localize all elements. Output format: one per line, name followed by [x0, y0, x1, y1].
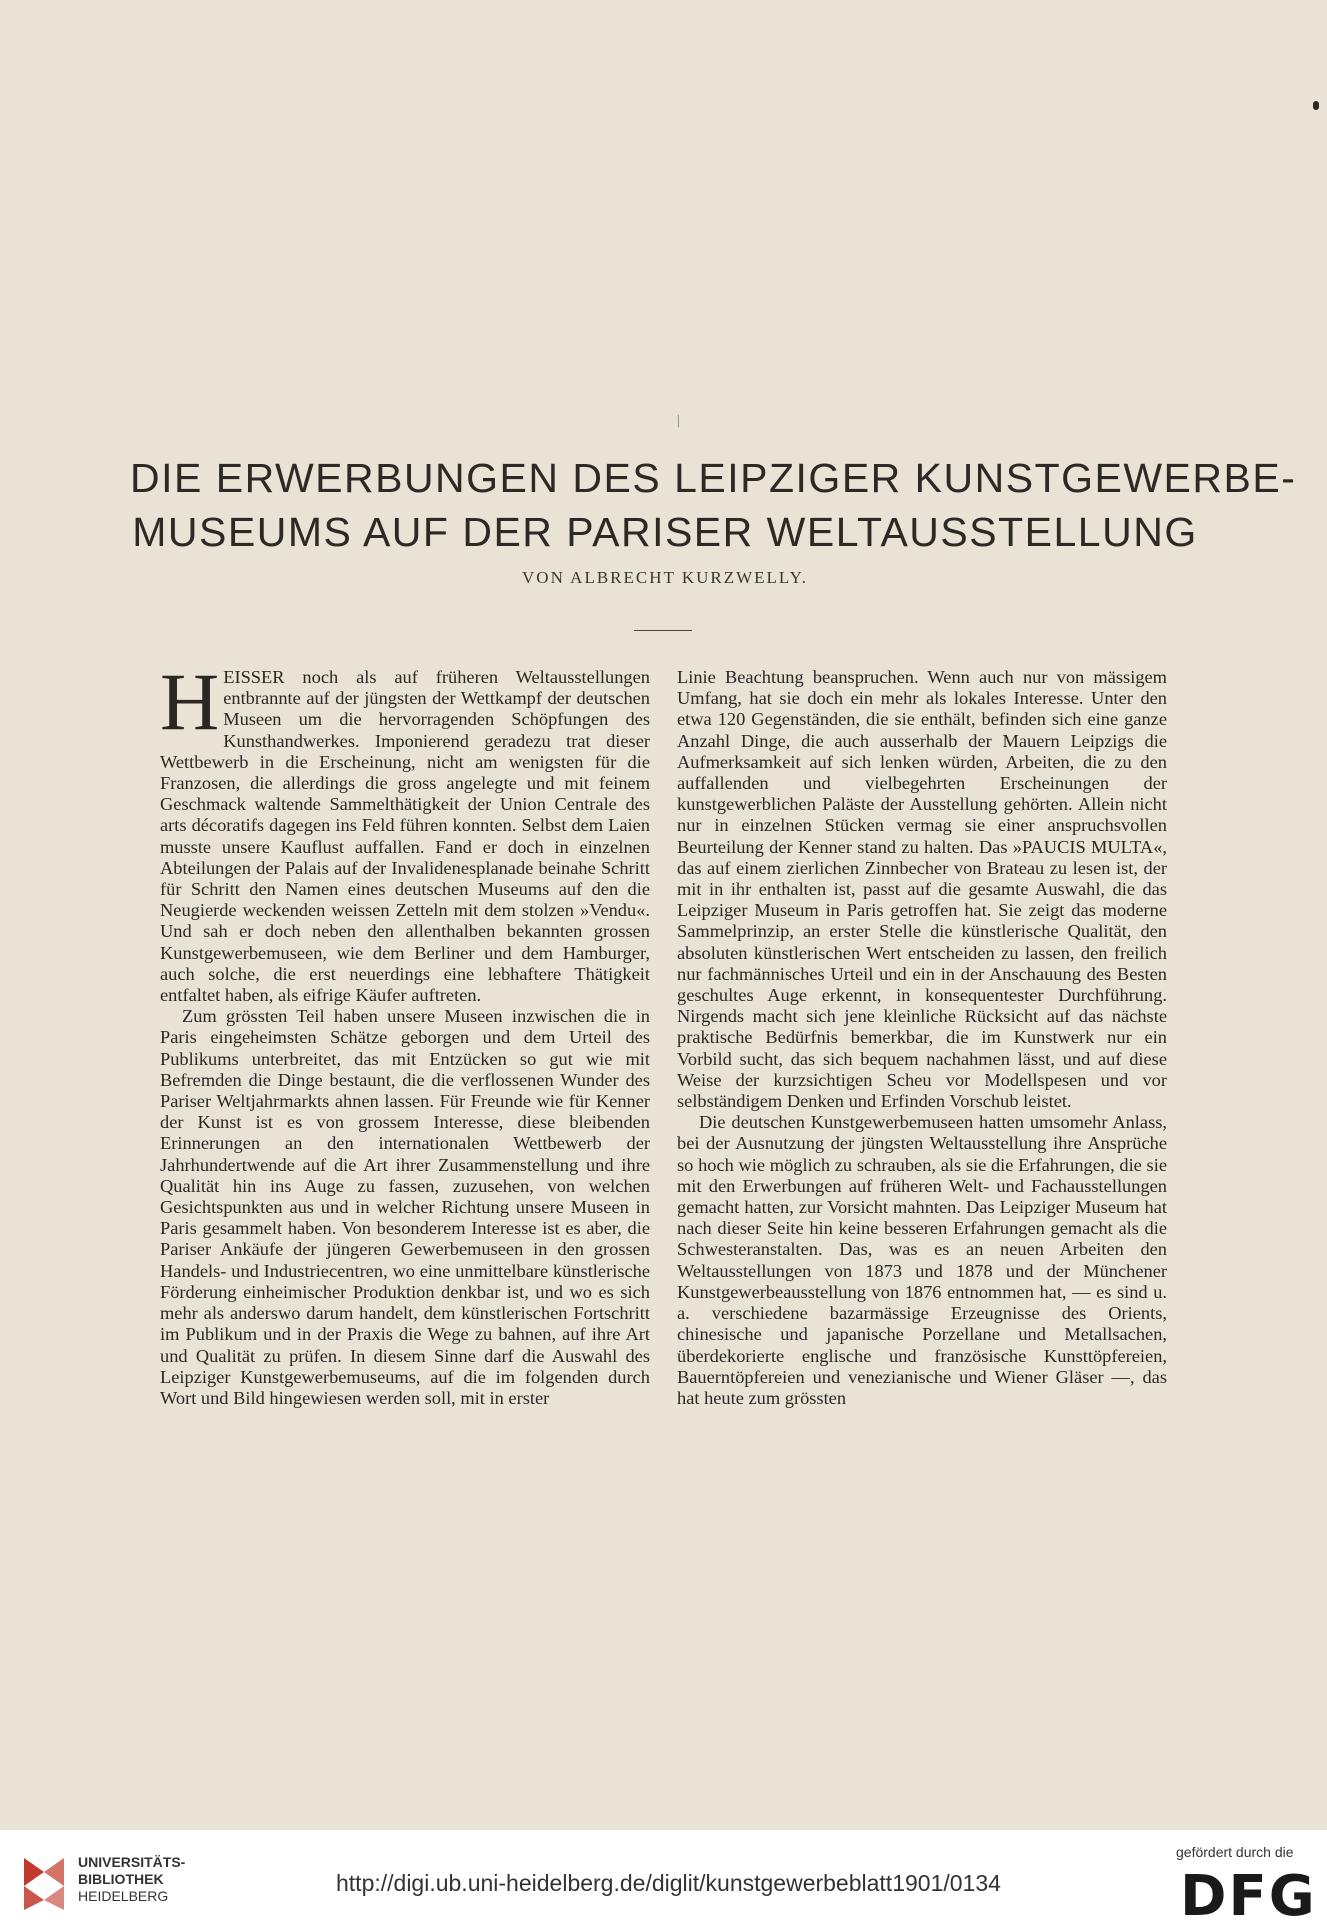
right-column [677, 667, 1167, 1409]
drop-cap: H [160, 656, 220, 747]
article-title-line-2: MUSEUMS AUF DER PARISER WELTAUSSTELLUNG [132, 509, 1198, 555]
digitization-footer [0, 1830, 1327, 1930]
title-divider [634, 630, 692, 631]
article-title-line-1: DIE ERWERBUNGEN DES LEIPZIGER KUNSTGEWERBE- [130, 455, 1297, 501]
byline: VON ALBRECHT KURZWELLY. [522, 568, 808, 587]
right-paragraph-2: Die deutschen Kunstgewerbemuseen hatten umsomehr Anlass, bei der Ausnutzung der jüngsten Weltausstellung ihre Ansprüche so hoch wie möglich zu schrauben, als sie die Erfahrungen, die sie mit den Erwerbungen auf früheren Welt- und Fachausstellungen gemacht hatten, zur Vorsicht mahnten. Das Leipziger Museum hat nach dieser Seite hin keine besseren Erfahrungen gemacht als die Schwesteranstalten. Das, was es an neuen Arbeiten den Weltausstellungen von 1873 und 1878 und der Münchener Kunstgewerbeausstellung von 1876 entnommen hat, — es sind u. a. verschiedene bazarmässige Erzeugnisse des Orients, chinesische und japanische Porzellane und Metallsachen, überdekorierte englische und französische Kunsttöpfereien, Bauerntöpfereien und venezianische und Wiener Gläser —, das hat heute zum grössten [677, 1112, 1167, 1408]
library-name-line-3: HEIDELBERG [78, 1888, 169, 1904]
left-paragraph-2: Zum grössten Teil haben unsere Museen inzwischen die in Paris eingeheimsten Schätze geborgen und dem Urteil des Publikums unterbreitet, das mit Entzücken so gut wie mit Befremden die Dinge bestaunt, die die verflossenen Wunder des Pariser Weltjahrmarkts ahnen lassen. Für Freunde wie für Kenner der Kunst ist es von grossem Interesse, diese bleibenden Erinnerungen an den internationalen Wettbewerb der Jahrhundertwende auf die Art ihrer Zusammenstellung und ihre Qualität hin ins Auge zu fassen, zuzusehen, von welchen Gesichtspunkten aus und in welcher Richtung unsere Museen in Paris gesammelt haben. Von besonderem Interesse ist es aber, die Pariser Ankäufe der jüngeren Gewerbemuseen in den grossen Handels- und Industriecentren, wo eine unmittelbare künstlerische Förderung einheimischer Produktion denkbar ist, und wo es sich mehr als anderswo darum handelt, dem künstlerischen Fortschritt im Publikum und in der Praxis die Wege zu bahnen, auf ihre Art und Qualität zu prüfen. In diesem Sinne darf die Auswahl des Leipziger Kunstgewerbemuseums, auf die im folgenden durch Wort und Bild hingewiesen werden soll, mit in erster [160, 1006, 650, 1408]
left-paragraph-1-text: EISSER noch als auf früheren Weltausstellungen entbrannte auf der jüngsten der Wettkampf der deutschen Museen um die hervorragenden Schöpfungen des Kunsthandwerkes. Imponierend geradezu trat dieser Wettbewerb in die Erscheinung, nicht am wenigsten für die Franzosen, die allerdings die gross angelegte und mit feinem Geschmack waltende Sammelthätigkeit der Union Centrale des arts décoratifs dagegen ins Feld führen konnten. Selbst dem Laien musste unsere Kauflust auffallen. Fand er doch in einzelnen Abteilungen der Palais auf der Invalidenesplanade beinahe Schritt für Schritt den Namen eines deutschen Museums auf den die Neugierde weckenden weissen Zetteln mit dem stolzen »Vendu«. Und sah er doch neben den allenthalben bekannten grossen Kunstgewerbemuseen, wie dem Berliner und dem Hamburger, auch solche, die erst neuerdings eine lebhaftere Thätigkeit entfaltet haben, als eifrige Käufer auftreten. [160, 667, 650, 1006]
funding-caption: gefördert durch die [1176, 1844, 1294, 1860]
left-column [160, 656, 650, 1409]
ink-spot [1313, 101, 1319, 110]
right-paragraph-1: Linie Beachtung beanspruchen. Wenn auch nur von mässigem Umfang, hat sie doch ein mehr als lokales Interesse. Unter den etwa 120 Gegenständen, die sie enthält, befinden sich eine ganze Anzahl Dinge, die auch ausserhalb der Mauern Leipzigs die Aufmerksamkeit auf sich lenken würden, Arbeiten, die zu den auffallenden und vielbegehrten Erscheinungen der kunstgewerblichen Paläste der Ausstellung gehörten. Allein nicht nur in einzelnen Stücken vermag sie einer anspruchsvollen Beurteilung der Kenner stand zu halten. Das »PAUCIS MULTA«, das auf einem zierlichen Zinnbecher von Brateau zu lesen ist, der mit in ihr enthalten ist, passt auf die gesamte Auswahl, die das Leipziger Museum in Paris getroffen hat. Sie zeigt das moderne Sammelprinzip, an erster Stelle die künstlerische Qualität, den absoluten künstlerischen Wert entscheiden zu lassen, den freilich nur fachmännisches Urteil und ein in der Anschauung des Besten geschultes Auge erkennt, in konsequentester Durchführung. Nirgends macht sich jene kleinliche Rücksicht auf das nächste praktische Bedürfnis bemerkbar, die im Kunstwerk nur ein Vorbild sucht, das sich bequem nachahmen lässt, und auf diese Weise der kurzsichtigen Scheu vor Modellspesen und vor selbständigem Denken und Erfinden Vorschub leistet. [677, 667, 1167, 1112]
university-library-logo-icon [18, 1852, 70, 1912]
permalink-url[interactable]: http://digi.ub.uni-heidelberg.de/diglit/kunstgewerbeblatt1901/0134 [336, 1870, 1001, 1896]
library-name-line-2: BIBLIOTHEK [78, 1871, 164, 1887]
library-name [78, 1854, 185, 1905]
dfg-logo-icon: DFG [1180, 1864, 1317, 1929]
pencil-mark: / [672, 410, 685, 432]
library-name-line-1: UNIVERSITÄTS- [78, 1854, 186, 1870]
left-paragraph-1 [160, 656, 650, 1006]
